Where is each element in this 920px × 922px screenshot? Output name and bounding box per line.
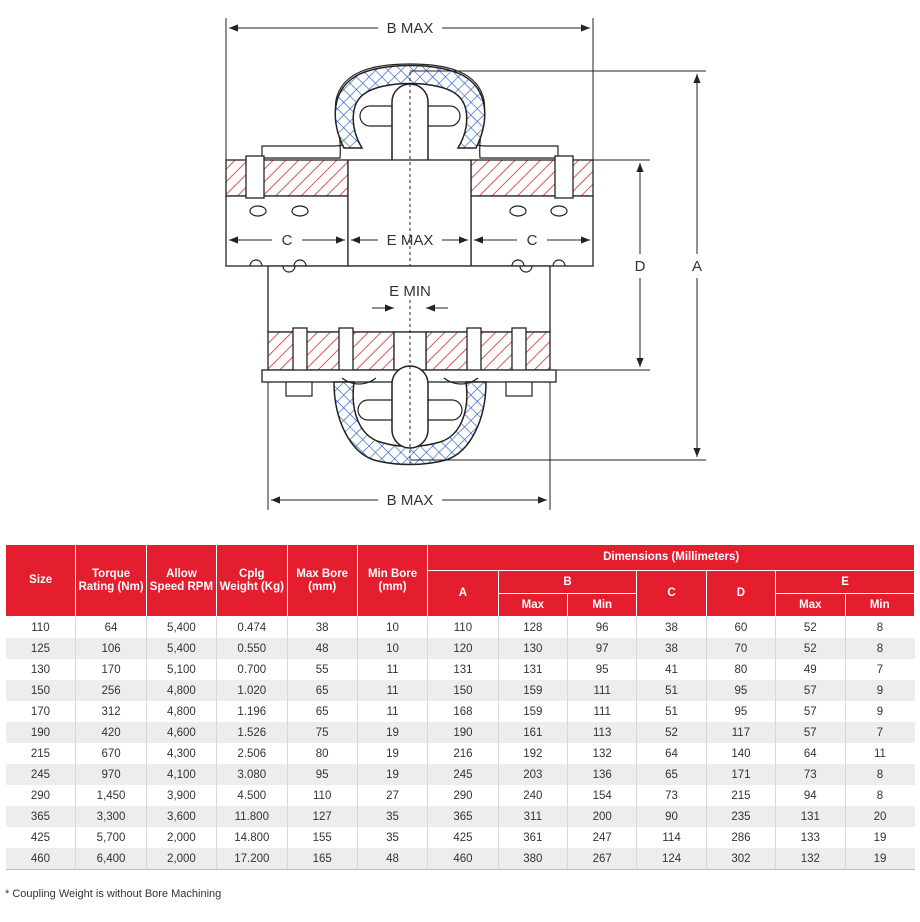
table-cell: 130 <box>30 663 51 676</box>
table-cell: 0.550 <box>217 638 287 659</box>
table-cell: 75 <box>287 722 357 743</box>
table-cell: 48 <box>287 638 357 659</box>
table-cell: 380 <box>498 848 567 870</box>
table-cell: 165 <box>287 848 357 870</box>
table-cell: 111 <box>568 680 637 701</box>
table-cell: 154 <box>568 785 637 806</box>
table-cell: 5,100 <box>146 659 216 680</box>
table-cell: 70 <box>706 638 775 659</box>
table-cell: 131 <box>498 659 567 680</box>
table-cell: 38 <box>287 617 357 639</box>
table-cell: 245 <box>6 764 76 785</box>
table-cell: 90 <box>637 806 706 827</box>
table-row <box>6 701 915 722</box>
header-a: A <box>428 571 498 617</box>
table-cell: 127 <box>287 806 357 827</box>
table-cell: 235 <box>706 806 775 827</box>
table-cell: 215 <box>706 785 775 806</box>
table-cell: 5,700 <box>76 827 146 848</box>
table-cell: 5,400 <box>146 617 216 639</box>
b-max-label-bottom: B MAX <box>386 492 434 509</box>
table-cell: 8 <box>845 764 915 785</box>
table-cell: 132 <box>568 743 637 764</box>
table-cell: 200 <box>568 806 637 827</box>
table-cell: 17.200 <box>217 848 287 870</box>
table-cell: 3.080 <box>217 764 287 785</box>
table-cell: 170 <box>76 659 146 680</box>
table-cell: 64 <box>776 743 845 764</box>
table-cell: 161 <box>498 722 567 743</box>
table-cell: 247 <box>568 827 637 848</box>
table-cell: 8 <box>845 638 915 659</box>
table-cell: 96 <box>568 617 637 639</box>
table-cell: 150 <box>6 680 76 701</box>
table-cell: 8 <box>845 617 915 639</box>
header-min-bore: Min Bore (mm) <box>357 545 427 617</box>
table-cell: 1,450 <box>76 785 146 806</box>
header-e-min: Min <box>845 594 915 617</box>
table-cell: 361 <box>498 827 567 848</box>
table-cell: 4,300 <box>146 743 216 764</box>
table-cell: 57 <box>776 722 845 743</box>
table-cell: 95 <box>568 659 637 680</box>
table-cell: 216 <box>428 743 498 764</box>
table-cell: 4,100 <box>146 764 216 785</box>
table-cell: 420 <box>76 722 146 743</box>
table-cell: 41 <box>637 659 706 680</box>
table-cell: 95 <box>287 764 357 785</box>
table-row <box>6 680 915 701</box>
table-cell: 155 <box>287 827 357 848</box>
header-size: Size <box>6 545 76 617</box>
table-cell: 11 <box>357 659 427 680</box>
table-cell: 203 <box>498 764 567 785</box>
table-cell: 4.500 <box>217 785 287 806</box>
c-label-left: C <box>281 232 293 249</box>
table-cell: 51 <box>637 680 706 701</box>
table-cell: 365 <box>6 806 76 827</box>
table-cell: 2,000 <box>146 827 216 848</box>
table-cell: 64 <box>637 743 706 764</box>
table-cell: 8 <box>845 785 915 806</box>
table-cell: 286 <box>706 827 775 848</box>
table-cell: 27 <box>357 785 427 806</box>
table-cell: 57 <box>776 680 845 701</box>
table-cell: 3,600 <box>146 806 216 827</box>
table-cell: 311 <box>498 806 567 827</box>
table-cell: 6,400 <box>76 848 146 870</box>
table-cell: 312 <box>76 701 146 722</box>
table-cell: 35 <box>357 827 427 848</box>
table-cell: 0.474 <box>217 617 287 639</box>
table-cell: 7 <box>845 722 915 743</box>
table-cell: 60 <box>706 617 775 639</box>
table-row <box>6 722 915 743</box>
table-cell: 19 <box>845 848 915 870</box>
table-row <box>6 827 915 848</box>
header-e-max: Max <box>776 594 845 617</box>
table-cell: 136 <box>568 764 637 785</box>
table-cell: 460 <box>6 848 76 870</box>
table-cell: 159 <box>498 701 567 722</box>
table-cell: 110 <box>287 785 357 806</box>
table-cell: 9 <box>845 680 915 701</box>
table-cell: 64 <box>76 617 146 639</box>
table-cell: 128 <box>498 617 567 639</box>
d-label: D <box>634 258 646 275</box>
table-row <box>6 659 915 680</box>
specifications-table <box>5 544 915 870</box>
table-cell: 9 <box>845 701 915 722</box>
table-cell: 1.526 <box>217 722 287 743</box>
table-cell: 192 <box>498 743 567 764</box>
table-cell: 80 <box>287 743 357 764</box>
table-row <box>6 743 915 764</box>
table-cell: 3,900 <box>146 785 216 806</box>
table-cell: 19 <box>845 827 915 848</box>
table-cell: 1.020 <box>217 680 287 701</box>
header-d: D <box>706 571 775 617</box>
table-cell: 190 <box>6 722 76 743</box>
table-cell: 52 <box>776 617 845 639</box>
table-cell: 38 <box>637 638 706 659</box>
table-cell: 14.800 <box>217 827 287 848</box>
table-cell: 48 <box>357 848 427 870</box>
table-cell: 95 <box>706 701 775 722</box>
table-cell: 11.800 <box>217 806 287 827</box>
table-cell: 110 <box>31 621 50 634</box>
table-cell: 125 <box>6 638 76 659</box>
table-cell: 11 <box>357 680 427 701</box>
table-cell: 11 <box>357 701 427 722</box>
table-cell: 159 <box>498 680 567 701</box>
table-cell: 425 <box>428 827 498 848</box>
table-cell: 190 <box>428 722 498 743</box>
table-cell: 168 <box>428 701 498 722</box>
table-cell: 95 <box>706 680 775 701</box>
table-cell: 10 <box>357 617 427 639</box>
table-cell: 38 <box>637 617 706 639</box>
table-cell: 290 <box>30 789 51 802</box>
header-max-bore: Max Bore (mm) <box>287 545 357 617</box>
table-cell: 2.506 <box>217 743 287 764</box>
table-cell: 10 <box>357 638 427 659</box>
table-cell: 130 <box>498 638 567 659</box>
table-cell: 132 <box>776 848 845 870</box>
table-cell: 57 <box>776 701 845 722</box>
e-max-label: E MAX <box>386 232 434 249</box>
table-cell: 290 <box>428 785 498 806</box>
header-b: B <box>498 571 637 594</box>
table-cell: 245 <box>428 764 498 785</box>
table-cell: 55 <box>287 659 357 680</box>
header-cplg-weight: Cplg Weight (Kg) <box>217 545 287 617</box>
table-row <box>6 848 915 870</box>
table-cell: 0.700 <box>217 659 287 680</box>
table-row <box>6 806 915 827</box>
table-cell: 35 <box>357 806 427 827</box>
b-max-label-top: B MAX <box>386 20 434 37</box>
header-torque-rating: Torque Rating (Nm) <box>76 545 146 617</box>
table-cell: 106 <box>76 638 146 659</box>
header-b-max: Max <box>498 594 567 617</box>
table-row <box>6 785 915 806</box>
table-cell: 133 <box>776 827 845 848</box>
table-cell: 7 <box>845 659 915 680</box>
table-cell: 240 <box>498 785 567 806</box>
table-row <box>6 617 915 639</box>
table-cell: 3,300 <box>76 806 146 827</box>
table-cell: 94 <box>776 785 845 806</box>
table-cell: 131 <box>428 659 498 680</box>
table-cell: 120 <box>428 638 498 659</box>
table-cell: 460 <box>428 848 498 870</box>
header-b-min: Min <box>568 594 637 617</box>
table-cell: 140 <box>706 743 775 764</box>
table-cell: 365 <box>428 806 498 827</box>
table-cell: 256 <box>76 680 146 701</box>
table-row <box>6 638 915 659</box>
table-cell: 2,000 <box>146 848 216 870</box>
table-cell: 65 <box>287 680 357 701</box>
table-cell: 73 <box>776 764 845 785</box>
table-cell: 4,800 <box>146 680 216 701</box>
footnote: * Coupling Weight is without Bore Machining <box>5 888 222 900</box>
table-cell: 97 <box>568 638 637 659</box>
table-cell: 52 <box>637 722 706 743</box>
table-cell: 150 <box>428 680 498 701</box>
table-cell: 110 <box>428 617 498 639</box>
table-cell: 170 <box>30 705 51 718</box>
table-cell: 11 <box>845 743 915 764</box>
table-cell: 113 <box>568 722 637 743</box>
table-cell: 302 <box>706 848 775 870</box>
table-cell: 73 <box>637 785 706 806</box>
table-cell: 1.196 <box>217 701 287 722</box>
header-e: E <box>776 571 915 594</box>
c-label-right: C <box>526 232 538 249</box>
table-cell: 19 <box>357 764 427 785</box>
table-cell: 117 <box>706 722 775 743</box>
table-cell: 171 <box>706 764 775 785</box>
e-min-label: E MIN <box>389 283 431 300</box>
table-row <box>6 764 915 785</box>
a-label: A <box>691 258 703 275</box>
table-cell: 670 <box>76 743 146 764</box>
table-cell: 970 <box>76 764 146 785</box>
table-cell: 65 <box>637 764 706 785</box>
header-allow-speed: Allow Speed RPM <box>146 545 216 617</box>
table-cell: 124 <box>637 848 706 870</box>
header-dimensions: Dimensions (Millimeters) <box>428 545 915 571</box>
table-cell: 131 <box>776 806 845 827</box>
table-cell: 267 <box>568 848 637 870</box>
table-cell: 425 <box>30 831 51 844</box>
table-cell: 4,800 <box>146 701 216 722</box>
table-cell: 65 <box>287 701 357 722</box>
table-cell: 51 <box>637 701 706 722</box>
table-cell: 114 <box>637 827 706 848</box>
table-cell: 19 <box>357 722 427 743</box>
table-cell: 5,400 <box>146 638 216 659</box>
table-cell: 49 <box>776 659 845 680</box>
table-cell: 4,600 <box>146 722 216 743</box>
table-cell: 80 <box>706 659 775 680</box>
table-cell: 20 <box>845 806 915 827</box>
table-cell: 111 <box>568 701 637 722</box>
header-c: C <box>637 571 706 617</box>
table-cell: 19 <box>357 743 427 764</box>
table-body <box>6 617 915 870</box>
table-cell: 52 <box>776 638 845 659</box>
table-cell: 215 <box>30 747 51 760</box>
